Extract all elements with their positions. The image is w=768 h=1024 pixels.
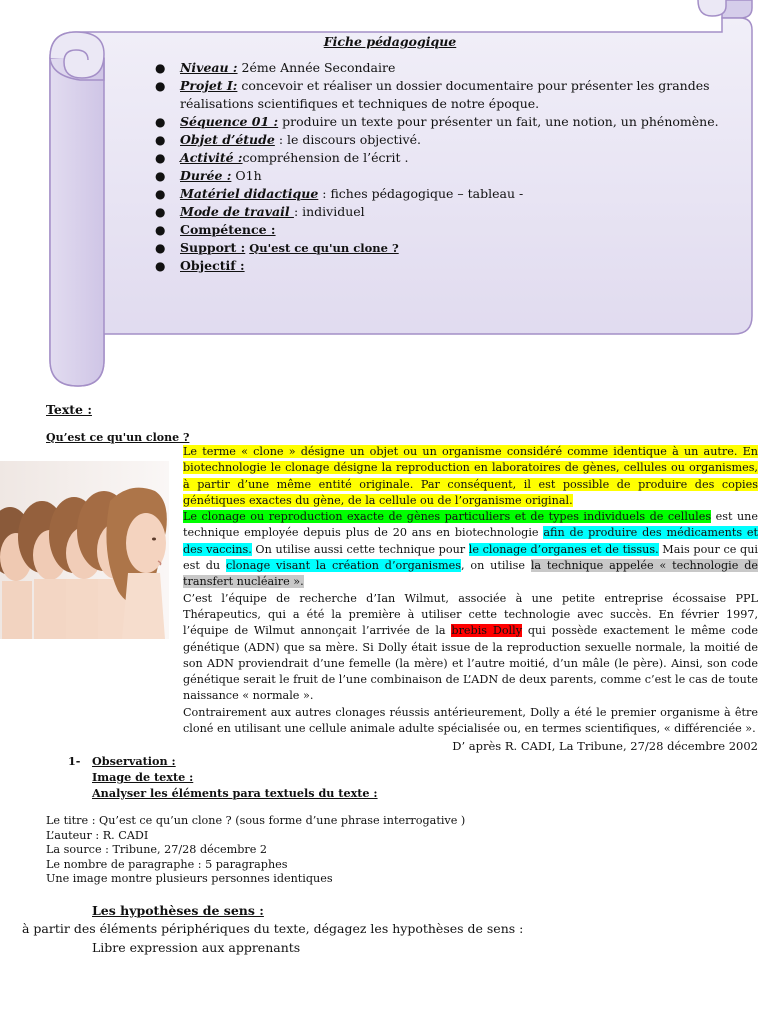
bullet-icon: ●: [155, 169, 166, 183]
banner-item-support: ● Support : Qu'est ce qu'un clone ?: [155, 240, 399, 255]
image-de-texte-heading: Image de texte :: [92, 770, 194, 784]
article-paragraph-4: Contrairement aux autres clonages réussis antérieurement, Dolly a été le premier organisme à être cloné en utilisant une cellule animale adulte spécialisée ou, en termes scientifiques, « différenciée ».: [183, 705, 758, 736]
paratext-info: [46, 814, 465, 887]
banner-item-objet: ● Objet d’étude : le discours objectivé.: [155, 132, 421, 147]
observation-lines: [92, 753, 378, 801]
article-title: Qu’est ce qu'un clone ?: [46, 431, 190, 444]
info-source: La source : Tribune, 27/28 décembre 2: [46, 843, 268, 856]
info-titre: Le titre : Qu’est ce qu’un clone ? (sous forme d’une phrase interrogative ): [46, 814, 466, 827]
hypotheses-question: à partir des éléments périphériques du texte, dégagez les hypothèses de sens :: [22, 921, 524, 936]
bullet-icon: ●: [155, 259, 166, 273]
banner-item-sequence: ● Séquence 01 : produire un texte pour présenter un fait, une notion, un phénomène.: [155, 114, 719, 129]
bullet-icon: ●: [155, 115, 166, 129]
bullet-icon: ●: [155, 223, 166, 237]
info-auteur: L’auteur : R. CADI: [46, 828, 149, 842]
clones-photo: [0, 461, 169, 639]
bullet-icon: ●: [155, 187, 166, 201]
article-paragraph-1: Le terme « clone » désigne un objet ou un organisme considéré comme identique à un autre. En biotechnologie le clonage désigne la reproduction en laboratoires de gènes, cellules ou organismes, à partir d’une même entité originale. Par conséquent, il est possible de produire des copies génétiques exactes du gène, de la cellule ou de l’organisme original.: [183, 445, 758, 507]
banner-title: Fiche pédagogique: [323, 34, 457, 49]
banner-item-activite: ● Activité :compréhension de l’écrit .: [155, 150, 409, 165]
info-image: Une image montre plusieurs personnes identiques: [46, 872, 333, 885]
bullet-icon: ●: [155, 133, 166, 147]
article-source: D’ après R. CADI, La Tribune, 27/28 décembre 2002: [452, 739, 758, 753]
banner-item-mode: ● Mode de travail : individuel: [155, 204, 365, 219]
banner-item-objectif: ● Objectif :: [155, 258, 245, 273]
banner-item-materiel: ● Matériel didactique : fiches pédagogique – tableau -: [155, 186, 524, 201]
bullet-icon: ●: [155, 241, 166, 255]
article-body: [183, 444, 758, 737]
banner-item-niveau: ● Niveau : 2éme Année Secondaire: [155, 60, 396, 75]
hypotheses-title: Les hypothèses de sens :: [92, 903, 264, 918]
banner-item-competence: ● Compétence :: [155, 222, 276, 237]
banner-list: [150, 59, 720, 275]
hypotheses-answer: Libre expression aux apprenants: [92, 940, 301, 955]
article-paragraph-3: C’est l’équipe de recherche d’Ian Wilmut, associée à une petite entreprise écossaise PPL Thérapeutics, qui a été la première à utiliser cette technologie avec succès. En février 1997, l’équipe de Wilmut annonçait l’arrivée de la brebis Dolly qui possède exactement le même code génétique (ADN) que sa mère. Si Dolly était issue de la reproduction sexuelle normale, la moitié de son ADN proviendrait d’une femelle (la mère) et l’autre moitié, d’un mâle (le père). Ainsi, son code génétique serait le fruit de l’une combinaison de L’ADN de deux parents, comme c’est le cas de toute naissance « normale ».: [183, 591, 758, 703]
cloned-girls-image-icon: [0, 461, 169, 639]
scroll-banner: [0, 0, 768, 395]
banner-item-projet: ● Projet I: concevoir et réaliser un dossier documentaire pour présenter les grandes réalisations scientifiques et techniques de notre époque.: [155, 78, 710, 111]
banner-content: [150, 34, 720, 275]
info-paragraphes: Le nombre de paragraphe : 5 paragraphes: [46, 857, 288, 871]
banner-item-duree: ● Durée : O1h: [155, 168, 262, 183]
bullet-icon: ●: [155, 79, 166, 93]
observation-heading: Observation :: [92, 754, 176, 768]
observation-number: 1-: [68, 754, 81, 768]
paratext-heading: Analyser les éléments para textuels du texte :: [92, 786, 378, 800]
texte-heading: Texte :: [46, 402, 92, 417]
bullet-icon: ●: [155, 151, 166, 165]
bullet-icon: ●: [155, 205, 166, 219]
article-paragraph-2: Le clonage ou reproduction exacte de gènes particuliers et de types individuels de cellules est une technique employée depuis plus de 20 ans en biotechnologie afin de produire des médicaments et des vaccins. On utilise aussi cette technique pour le clonage d’organes et de tissus. Mais pour ce qui est du clonage visant la création d’organismes, on utilise la technique appelée « technologie de transfert nucléaire ».: [183, 510, 759, 589]
bullet-icon: ●: [155, 61, 166, 75]
